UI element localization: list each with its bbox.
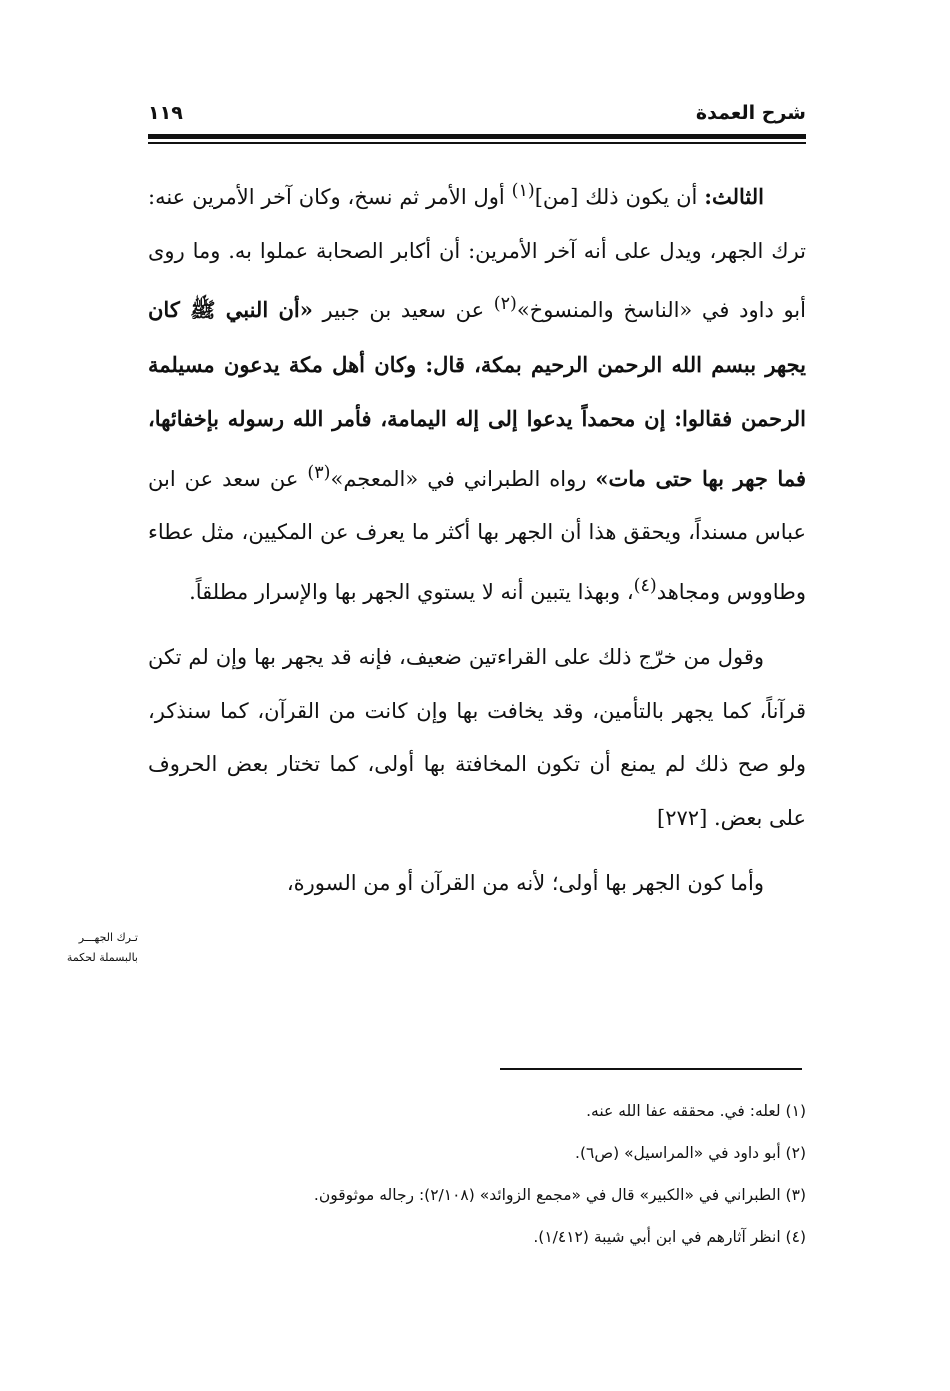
margin-note	[18, 928, 138, 968]
margin-note-line: تـرك الجهـــر	[78, 931, 138, 944]
footnote-separator	[500, 1068, 802, 1070]
header-rule-thin	[148, 142, 806, 144]
text-segment: أن يكون ذلك [من]	[534, 185, 705, 209]
paragraph-jahr-preferred: وأما كون الجهر بها أولى؛ لأنه من القرآن أو من السورة،	[286, 871, 764, 895]
footnote-ref-3: (٣)	[307, 462, 331, 483]
footnote-4: (٤) انظر آثارهم في ابن أبي شيبة (١/٤١٢).	[533, 1228, 806, 1246]
footnote-ref-2: (٢)	[493, 294, 517, 314]
paragraph-third-reason	[148, 165, 806, 619]
margin-note-line: بالبسملة لحكمة	[66, 951, 138, 964]
footnote-2: (٢) أبو داود في «المراسيل» (ص٦).	[575, 1144, 806, 1162]
paragraph-two-readings: وقول من خرّج ذلك على القراءتين ضعيف، فإنه قد يجهر بها وإن لم تكن قرآناً، كما يجهر بالتأمين، وقد يخافت بها وإن كانت من القرآن، كما سنذكر، ولو صح ذلك لم يمنع أن تكون المخافتة بها أولى، كما تختار بعض الحروف على بعض. [٢٧٢]	[148, 645, 806, 830]
text-segment: عن سعد عن ابن عباس مسنداً، ويحقق هذا أن الجهر بها أكثر ما يعرف عن المكيين، مثل عطاء وطاووس ومجاهد	[148, 466, 806, 604]
footnote-3: (٣) الطبراني في «الكبير» قال في «مجمع الزوائد» (٢/١٠٨): رجاله موثوقون.	[313, 1186, 806, 1204]
text-segment: أول الأمر ثم نسخ، وكان آخر الأمرين عنه: ترك الجهر، ويدل على أنه آخر الأمرين: أن أكابر الصحابة عملوا به. وما روى أبو داود في «الناسخ والمنسوخ»	[148, 185, 806, 322]
footnote-1: (١) لعله: في. محققه عفا الله عنه.	[586, 1102, 806, 1120]
section-label: الثالث:	[704, 184, 764, 209]
text-segment: عن سعيد بن جبير	[312, 298, 494, 322]
page-number: ١١٩	[148, 102, 183, 124]
header-rule-thick	[148, 134, 806, 139]
page-header	[148, 100, 806, 130]
main-text	[148, 165, 806, 911]
footnote-ref-4: (٤)	[633, 575, 657, 596]
running-title: شرح العمدة	[695, 102, 806, 124]
hadith-quote: «أن النبي ﷺ كان يجهر ببسم الله الرحمن الرحيم بمكة، قال: وكان أهل مكة يدعون مسيلمة الرحمن فقالوا: إن محمداً يدعوا إلى إله اليمامة، فأمر الله رسوله بإخفائها، فما جهر بها حتى مات»	[148, 297, 806, 491]
text-segment: رواه الطبراني في «المعجم»	[330, 466, 596, 491]
footnotes	[148, 1090, 806, 1258]
text-segment: ، وبهذا يتبين أنه لا يستوي الجهر بها والإسرار مطلقاً.	[189, 579, 634, 604]
footnote-ref-1: (١)	[511, 181, 535, 201]
